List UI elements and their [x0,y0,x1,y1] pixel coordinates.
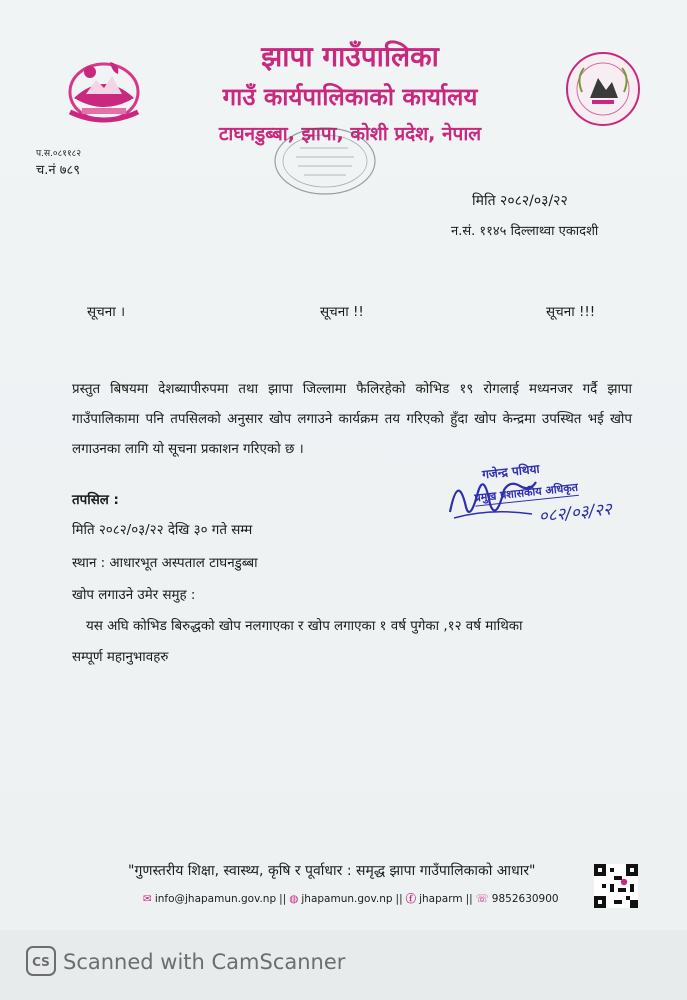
vaccination-date: मिति २०८२/०३/२२ देखि ३० गते सम्म [72,523,253,538]
nepal-emblem-icon [60,50,148,128]
camscanner-badge-text: CS [32,955,50,969]
notice-heading-1: सूचना । [87,304,126,320]
office-address: टाघनडुब्बा, झापा, कोशी प्रदेश, नेपाल [218,123,482,145]
municipality-logo-icon [562,48,644,130]
email-icon: ✉ [143,892,152,905]
handwritten-date: ०८२/०३/२२ [537,499,613,527]
camscanner-icon [26,946,56,976]
signatory-title: प्रमुख प्रशासकीय अधिकृत [473,480,579,505]
vaccination-place: स्थान : आधारभूत अस्पताल टाघनडुब्बा [72,556,258,571]
separator: || [465,892,473,905]
globe-icon: ◍ [289,892,299,905]
camscanner-watermark: Scanned with CamScanner [63,950,346,974]
contact-social[interactable]: jhaparm [419,892,463,905]
contact-website[interactable]: jhapamun.gov.np [301,892,393,905]
contact-line [143,891,559,906]
notice-heading-2: सूचना !! [320,304,364,320]
details-heading: तपसिल : [72,493,119,508]
phone-icon: ☏ [475,892,489,905]
footer-quote: "गुणस्तरीय शिक्षा, स्वास्थ्य, कृषि र पूर्वाधार : समृद्ध झापा गाउँपालिकाको आधार" [128,863,536,879]
notice-body: प्रस्तुत बिषयमा देशब्यापीरुपमा तथा झापा जिल्लामा फैलिरहेको कोभिड १९ रोगलाई मध्यनजर गर्दै झापा गाउँपालिकामा पनि तपसिलको अनुसार खोप लगाउने कार्यक्रम तय गरिएको हुँदा खोप केन्द्रमा उपस्थित भई खोप लगाउनका लागि यो सूचना प्रकाशन गरिएको छ । [72,382,632,457]
notice-heading-3: सूचना !!! [546,304,596,320]
nepal-sambat-date: न.सं. ११४५ दिल्लाथ्वा एकादशी [451,224,599,239]
age-group-line-1: यस अघि कोभिड बिरुद्धको खोप नलगाएका र खोप लगाएका १ वर्ष पुगेका ,१२ वर्ष माथिका [86,619,523,634]
signatory-name: गजेन्द्र पथिया [481,461,541,482]
facebook-icon: ⓕ [405,893,417,905]
contact-phone[interactable]: 9852630900 [491,892,559,905]
age-group-line-2: सम्पूर्ण महानुभावहरु [72,650,169,665]
office-stamp [270,124,380,198]
age-group-heading: खोप लगाउने उमेर समुह : [72,588,196,603]
separator: || [395,892,403,905]
letter-date: मिति २०८२/०३/२२ [472,193,568,209]
signature-stamp [466,448,613,550]
separator: || [279,892,287,905]
qr-code-icon [594,864,638,908]
dispatch-number: च.नं ७८९ [36,163,81,178]
contact-email[interactable]: info@jhapamun.gov.np [154,892,277,905]
fiscal-year-ref: प.स.०८११८२ [36,149,81,159]
office-title: गाउँ कार्यपालिकाको कार्यालय [222,83,478,111]
municipality-title: झापा गाउँपालिका [261,40,439,73]
